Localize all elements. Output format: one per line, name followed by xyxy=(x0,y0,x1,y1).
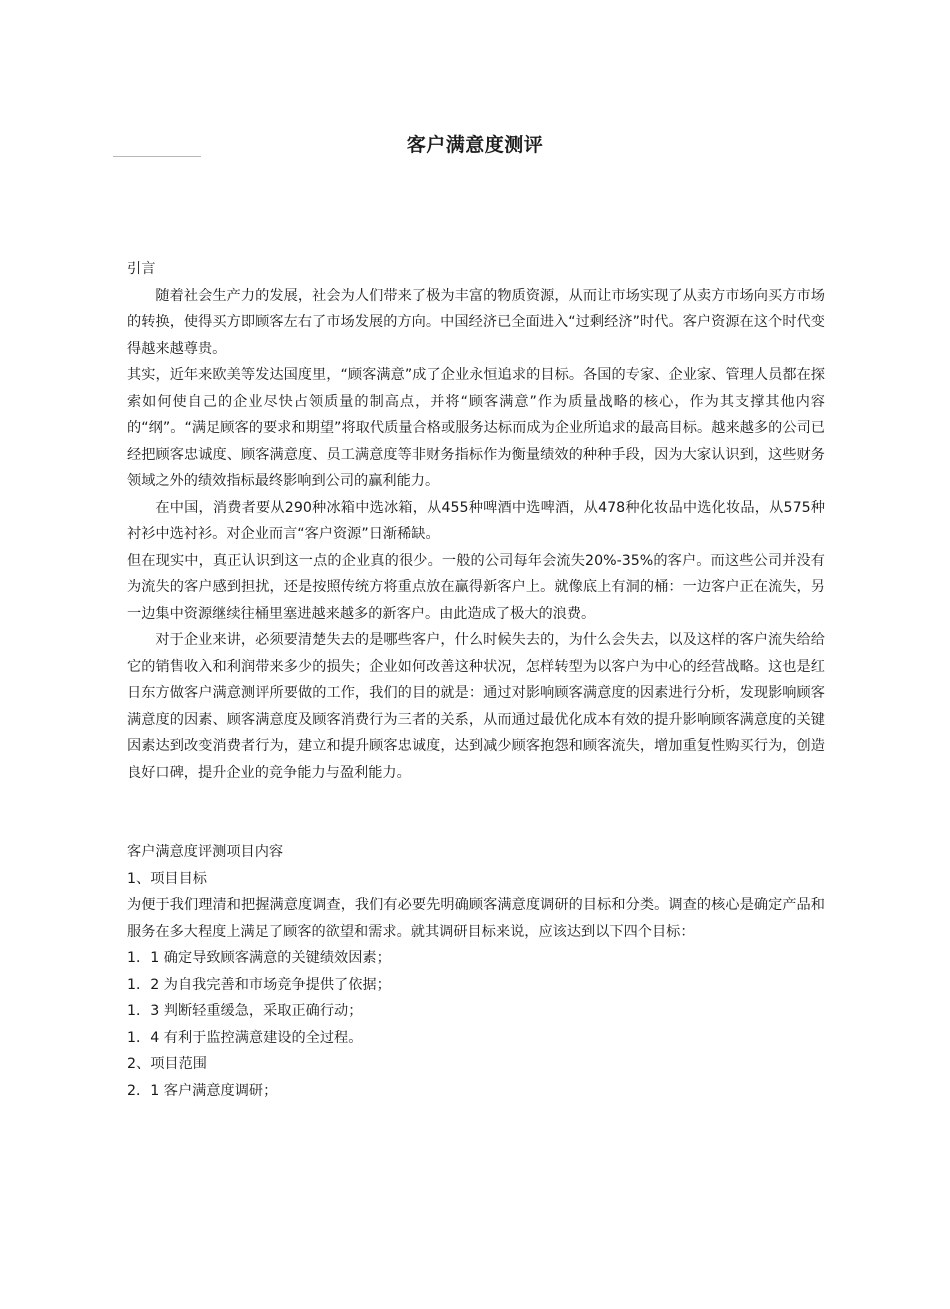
goal-text: 为便于我们理清和把握满意度调查，我们有必要先明确顾客满意度调研的目标和分类。调查的核心是确定产品和服务在多大程度上满足了顾客的欲望和需求。就其调研目标来说，应该达到以下四个目标： xyxy=(127,897,825,940)
intro-paragraph-3: 在中国，消费者要从290种冰箱中选冰箱，从455种啤酒中选啤酒，从478种化妆品中选化妆品，从575种衬衫中选衬衫。对企业而言“客户资源”日渐稀缺。 xyxy=(127,499,825,542)
intro-paragraph-4: 但在现实中，真正认识到这一点的企业真的很少。一般的公司每年会流失20%-35%的客户。而这些公司并没有为流失的客户感到担扰，还是按照传统方将重点放在赢得新客户上。就像底上有洞的桶：一边客户正在流失，另一边集中资源继续往桶里塞进越来越多的新客户。由此造成了极大的浪费。 xyxy=(127,552,825,622)
goal-item: 1．4 有利于监控满意建设的全过程。 xyxy=(127,1029,363,1046)
document-body xyxy=(127,256,825,1104)
goal-heading: 1、项目目标 xyxy=(127,870,207,887)
goal-item: 1．3 判断轻重缓急，采取正确行动； xyxy=(127,1003,363,1019)
section-spacer xyxy=(127,786,825,839)
goal-item: 1．2 为自我完善和市场竞争提供了依据； xyxy=(127,976,391,993)
intro-paragraph-2: 其实，近年来欧美等发达国度里，“顾客满意”成了企业永恒追求的目标。各国的专家、企业家、管理人员都在探索如何使自己的企业尽快占领质量的制高点，并将“顾客满意”作为质量战略的核心，作为其支撑其他内容的“纲”。“满足顾客的要求和期望”将取代质量合格或服务达标而成为企业所追求的最高目标。越来越多的公司已经把顾客忠诚度、顾客满意度、员工满意度等非财务指标作为衡量绩效的种种手段，因为大家认识到，这些财务领域之外的绩效指标最终影响到公司的赢利能力。 xyxy=(127,367,825,489)
goal-item: 1．1 确定导致顾客满意的关键绩效因素； xyxy=(127,950,391,966)
scope-heading: 2、项目范围 xyxy=(127,1056,207,1072)
scope-item: 2．1 客户满意度调研； xyxy=(127,1082,278,1099)
document-title: 客户满意度测评 xyxy=(406,134,544,156)
intro-paragraph-5: 对于企业来讲，必须要清楚失去的是哪些客户，什么时候失去的，为什么会失去，以及这样的客户流失给给它的销售收入和利润带来多少的损失；企业如何改善这种状况，怎样转型为以客户为中心的经营战略。这也是红日东方做客户满意测评所要做的工作，我们的目的就是：通过对影响顾客满意度的因素进行分析，发现影响顾客满意度的因素、顾客满意度及顾客消费行为三者的关系，从而通过最优化成本有效的提升影响顾客满意度的关键因素达到改变消费者行为，建立和提升顾客忠诚度，达到减少顾客抱怨和顾客流失，增加重复性购买行为，创造良好口碑，提升企业的竞争能力与盈利能力。 xyxy=(127,632,825,781)
intro-heading: 引言 xyxy=(127,261,156,277)
intro-paragraph-1: 随着社会生产力的发展，社会为人们带来了极为丰富的物质资源，从而让市场实现了从卖方市场向买方市场的转换，使得买方即顾客左右了市场发展的方向。中国经济已全面进入“过剩经济”时代。客户资源在这个时代变得越来越尊贵。 xyxy=(127,287,825,357)
section-heading: 客户满意度评测项目内容 xyxy=(127,844,284,860)
